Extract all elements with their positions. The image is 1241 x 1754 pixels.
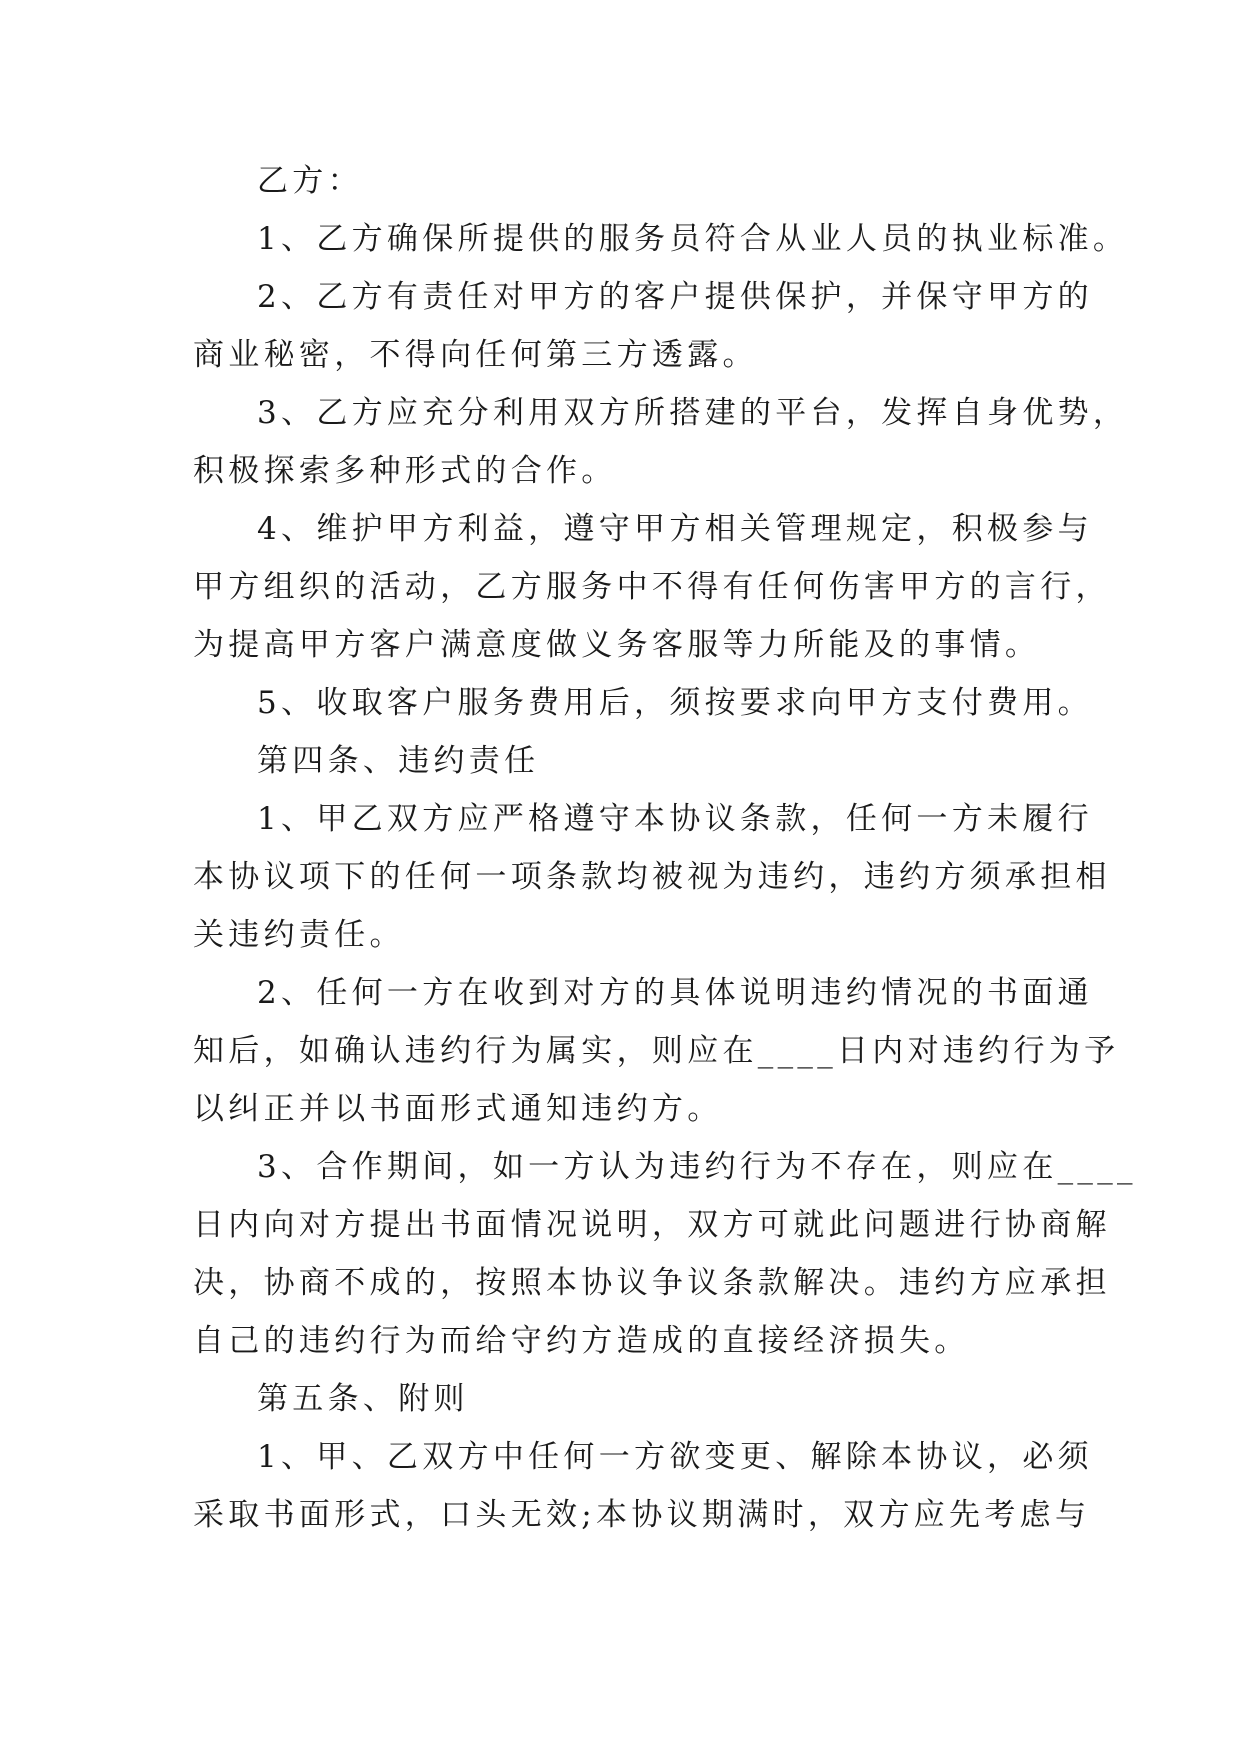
- article-4-clause-1-line-2: 本协议项下的任何一项条款均被视为违约，违约方须承担相: [193, 859, 1111, 895]
- article-5-clause-1-line-1: 1、甲、乙双方中任何一方欲变更、解除本协议，必须: [257, 1439, 1093, 1475]
- party-b-clause-3-line-1: 3、乙方应充分利用双方所搭建的平台，发挥自身优势，: [257, 395, 1129, 431]
- article-4-clause-1-line-1: 1、甲乙双方应严格遵守本协议条款，任何一方未履行: [257, 801, 1093, 837]
- party-b-clause-4-line-2: 甲方组织的活动，乙方服务中不得有任何伤害甲方的言行，: [193, 569, 1111, 605]
- party-b-clause-2-line-1: 2、乙方有责任对甲方的客户提供保护，并保守甲方的: [257, 279, 1093, 315]
- article-4-clause-3-line-2: 日内向对方提出书面情况说明，双方可就此问题进行协商解: [193, 1207, 1111, 1243]
- article-4-clause-1-line-3: 关违约责任。: [193, 917, 405, 953]
- article-5-heading: 第五条、附则: [257, 1381, 469, 1417]
- party-b-clause-2-line-2: 商业秘密，不得向任何第三方透露。: [193, 337, 758, 373]
- article-4-heading: 第四条、违约责任: [257, 743, 540, 779]
- party-b-clause-4-line-3: 为提高甲方客户满意度做义务客服等力所能及的事情。: [193, 627, 1041, 663]
- article-4-clause-2-line-3: 以纠正并以书面形式通知违约方。: [193, 1091, 723, 1127]
- article-4-clause-3-line-4: 自己的违约行为而给守约方造成的直接经济损失。: [193, 1323, 970, 1359]
- article-5-clause-1-line-2: 采取书面形式，口头无效;本协议期满时，双方应先考虑与: [193, 1497, 1091, 1533]
- party-b-clause-4-line-1: 4、维护甲方利益，遵守甲方相关管理规定，积极参与: [257, 511, 1093, 547]
- article-4-clause-3-line-1: 3、合作期间，如一方认为违约行为不存在，则应在____: [257, 1149, 1137, 1185]
- party-b-heading: 乙方：: [257, 163, 363, 199]
- article-4-clause-2-line-2: 知后，如确认违约行为属实，则应在____日内对违约行为予: [193, 1033, 1120, 1069]
- party-b-clause-5: 5、收取客户服务费用后，须按要求向甲方支付费用。: [257, 685, 1093, 721]
- party-b-clause-1: 1、乙方确保所提供的服务员符合从业人员的执业标准。: [257, 221, 1129, 257]
- document-body: [193, 152, 1137, 1544]
- party-b-clause-3-line-2: 积极探索多种形式的合作。: [193, 453, 617, 489]
- article-4-clause-2-line-1: 2、任何一方在收到对方的具体说明违约情况的书面通: [257, 975, 1093, 1011]
- article-4-clause-3-line-3: 决，协商不成的，按照本协议争议条款解决。违约方应承担: [193, 1265, 1111, 1301]
